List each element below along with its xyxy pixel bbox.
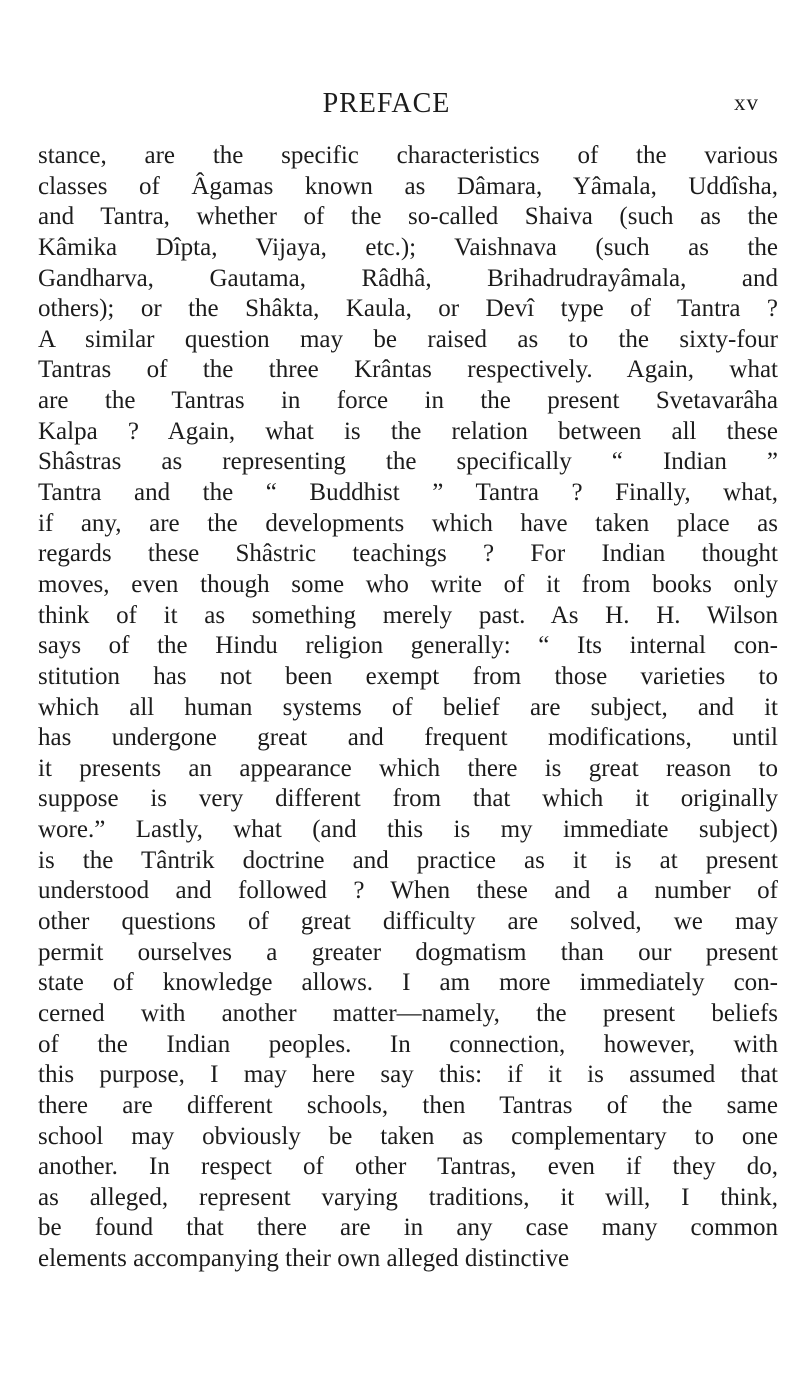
text-line: other questions of great difficulty are solved, we may — [38, 908, 778, 936]
text-line: is the Tântrik doctrine and practice as it is at present — [38, 846, 778, 874]
text-line: stitution has not been exempt from those varieties to — [38, 662, 778, 690]
text-line: elements accompanying their own alleged distinctive — [38, 1245, 570, 1273]
text-line: regards these Shâstric teachings ? For Indian thought — [38, 540, 778, 568]
running-head — [0, 88, 801, 128]
text-line: Gandharva, Gautama, Râdhâ, Brihadrudrayâmala, and — [38, 264, 778, 292]
text-line: Kalpa ? Again, what is the relation between all these — [38, 417, 778, 445]
text-line: cerned with another matter—namely, the present beliefs — [38, 999, 778, 1027]
text-line: permit ourselves a greater dogmatism than our present — [38, 938, 778, 966]
page-title: PREFACE — [322, 88, 451, 119]
text-line: it presents an appearance which there is great reason to — [38, 754, 778, 782]
text-line: state of knowledge allows. I am more immediately con- — [38, 969, 778, 997]
text-line: which all human systems of belief are subject, and it — [38, 693, 778, 721]
text-line: be found that there are in any case many common — [38, 1214, 778, 1242]
text-line: Kâmika Dîpta, Vijaya, etc.); Vaishnava (such as the — [38, 233, 778, 261]
text-line: Tantras of the three Krântas respectively. Again, what — [38, 356, 778, 384]
text-line: understood and followed ? When these and a number of — [38, 877, 778, 905]
text-line: there are different schools, then Tantras of the same — [38, 1091, 778, 1119]
text-line: classes of Âgamas known as Dâmara, Yâmala, Uddîsha, — [38, 172, 778, 200]
page-number: xv — [734, 90, 759, 115]
text-line: school may obviously be taken as complementary to one — [38, 1122, 778, 1150]
text-line: wore.” Lastly, what (and this is my immediate subject) — [38, 816, 778, 844]
text-line: and Tantra, whether of the so-called Shaiva (such as the — [38, 203, 778, 231]
body-text — [38, 141, 778, 1275]
text-line: stance, are the specific characteristics of the various — [38, 142, 778, 169]
text-line: has undergone great and frequent modifications, until — [38, 724, 778, 752]
text-line: says of the Hindu religion generally: “ Its internal con- — [38, 632, 778, 660]
text-line: A similar question may be raised as to the sixty-four — [38, 325, 778, 353]
text-line: Shâstras as representing the specifically “ Indian ” — [38, 448, 778, 476]
text-line: another. In respect of other Tantras, even if they do, — [38, 1153, 778, 1181]
text-line: of the Indian peoples. In connection, however, with — [38, 1030, 778, 1058]
text-line: think of it as something merely past. As H. H. Wilson — [38, 601, 778, 629]
text-line: are the Tantras in force in the present Svetavarâha — [38, 387, 778, 415]
text-line: if any, are the developments which have taken place as — [38, 509, 778, 537]
text-line: as alleged, represent varying traditions, it will, I think, — [38, 1183, 778, 1211]
text-line: suppose is very different from that which it originally — [38, 785, 778, 813]
text-line: others); or the Shâkta, Kaula, or Devî type of Tantra ? — [38, 295, 778, 323]
text-line: this purpose, I may here say this: if it is assumed that — [38, 1061, 778, 1089]
text-line: moves, even though some who write of it from books only — [38, 570, 778, 598]
text-line: Tantra and the “ Buddhist ” Tantra ? Finally, what, — [38, 479, 778, 507]
